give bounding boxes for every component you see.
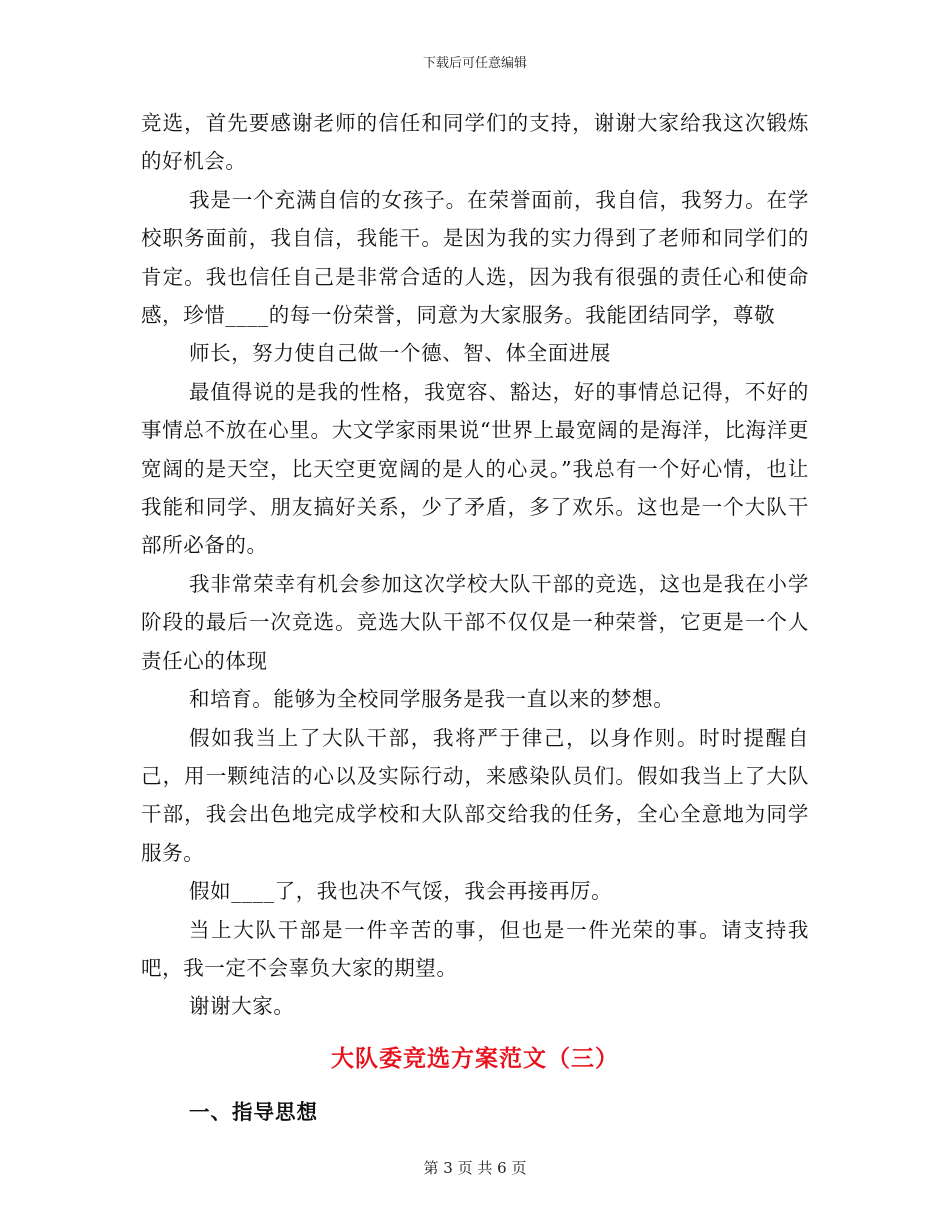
page-number: 第 3 页 共 6 页 [423,1159,527,1177]
paragraph-1: 竞选，首先要感谢老师的信任和同学们的支持，谢谢大家给我这次锻炼的好机会。 [141,111,809,174]
paragraph-4: 最值得说的是我的性格，我宽容、豁达，好的事情总记得，不好的事情总不放在心里。大文学家雨果说“世界上最宽阔的是海洋，比海洋更宽阔的是天空，比天空更宽阔的是人的心灵。”我总有一个好心情，也让我能和同学、朋友搞好关系，少了矛盾，多了欢乐。这也是一个大队干部所必备的。 [141,379,809,558]
paragraph-9: 当上大队干部是一件辛苦的事，但也是一件光荣的事。请支持我吧，我一定不会辜负大家的期望。 [141,917,809,980]
document-body [141,104,809,1138]
paragraph-7: 假如我当上了大队干部，我将严于律己，以身作则。时时提醒自己，用一颗纯洁的心以及实际行动，来感染队员们。假如我当上了大队干部，我会出色地完成学校和大队部交给我的任务，全心全意地为同学服务。 [141,725,809,865]
paragraph-5: 我非常荣幸有机会参加这次学校大队干部的竞选，这也是我在小学阶段的最后一次竞选。竞选大队干部不仅仅是一种荣誉，它更是一个人责任心的体现 [141,571,809,673]
paragraph-2: 我是一个充满自信的女孩子。在荣誉面前，我自信，我努力。在学校职务面前，我自信，我能干。是因为我的实力得到了老师和同学们的肯定。我也信任自己是非常合适的人选，因为我有很强的责任心和使命感，珍惜____的每一份荣誉，同意为大家服务。我能团结同学，尊敬 [141,187,809,328]
paragraph-3: 师长，努力使自己做一个德、智、体全面进展 [189,341,611,366]
paragraph-10: 谢谢大家。 [189,994,295,1019]
paragraph-6: 和培育。能够为全校同学服务是我一直以来的梦想。 [189,687,675,712]
paragraph-8: 假如____了，我也决不气馁，我会再接再厉。 [189,879,613,904]
page-header-note: 下载后可任意编辑 [422,56,527,71]
section-heading: 一、指导思想 [189,1099,318,1124]
document-title: 大队委竞选方案范文（三） [331,1044,619,1072]
